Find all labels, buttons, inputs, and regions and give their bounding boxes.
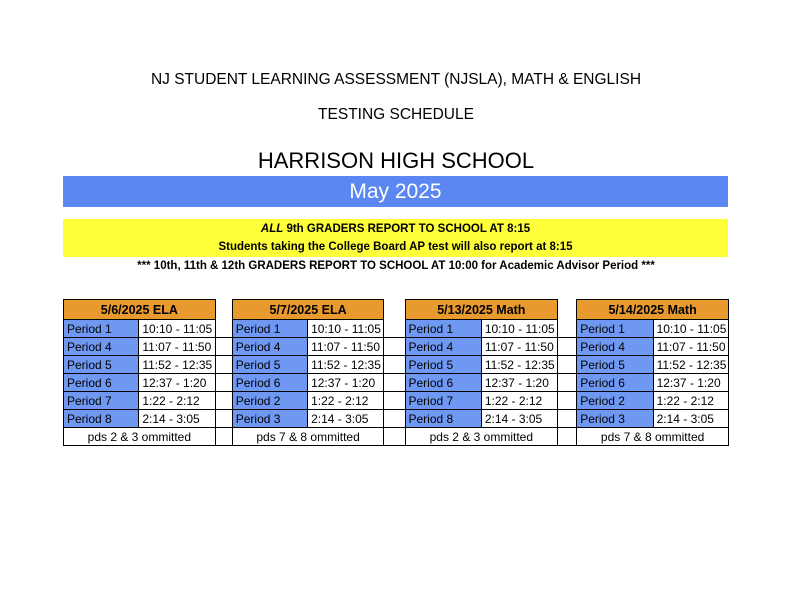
table-row bbox=[64, 338, 729, 356]
column-spacer bbox=[215, 320, 232, 338]
column-spacer bbox=[558, 338, 577, 356]
ap-test-notice: Students taking the College Board AP test will also report at 8:15 bbox=[218, 241, 573, 253]
schedule-date-header: 5/6/2025 ELA bbox=[64, 300, 216, 320]
time-cell: 11:52 - 12:35 bbox=[139, 356, 215, 374]
period-cell: Period 3 bbox=[577, 410, 653, 428]
omitted-periods-note: pds 7 & 8 ommitted bbox=[232, 428, 384, 446]
ninth-grade-notice-text: 9th GRADERS REPORT TO SCHOOL AT 8:15 bbox=[283, 223, 531, 235]
column-spacer bbox=[384, 356, 405, 374]
omitted-note-row bbox=[64, 428, 729, 446]
period-cell: Period 3 bbox=[232, 410, 307, 428]
time-cell: 10:10 - 11:05 bbox=[653, 320, 728, 338]
omitted-periods-note: pds 7 & 8 ommitted bbox=[577, 428, 729, 446]
period-cell: Period 4 bbox=[232, 338, 307, 356]
schedule-date-header: 5/14/2025 Math bbox=[577, 300, 729, 320]
time-cell: 12:37 - 1:20 bbox=[139, 374, 215, 392]
column-spacer bbox=[215, 410, 232, 428]
column-spacer bbox=[558, 356, 577, 374]
time-cell: 2:14 - 3:05 bbox=[653, 410, 728, 428]
column-spacer bbox=[384, 428, 405, 446]
omitted-periods-note: pds 2 & 3 ommitted bbox=[64, 428, 216, 446]
table-row bbox=[64, 320, 729, 338]
period-cell: Period 2 bbox=[232, 392, 307, 410]
time-cell: 11:52 - 12:35 bbox=[308, 356, 384, 374]
period-cell: Period 4 bbox=[577, 338, 653, 356]
column-spacer bbox=[384, 392, 405, 410]
time-cell: 10:10 - 11:05 bbox=[481, 320, 557, 338]
time-cell: 11:52 - 12:35 bbox=[481, 356, 557, 374]
period-cell: Period 5 bbox=[577, 356, 653, 374]
period-cell: Period 7 bbox=[405, 392, 481, 410]
period-cell: Period 6 bbox=[577, 374, 653, 392]
column-spacer bbox=[215, 356, 232, 374]
period-cell: Period 1 bbox=[232, 320, 307, 338]
time-cell: 2:14 - 3:05 bbox=[481, 410, 557, 428]
school-name: HARRISON HIGH SCHOOL bbox=[257, 148, 535, 173]
advisor-period-notice: *** 10th, 11th & 12th GRADERS REPORT TO SCHOOL AT 10:00 for Academic Advisor Period *** bbox=[137, 260, 655, 272]
period-cell: Period 1 bbox=[405, 320, 481, 338]
title-line-2: TESTING SCHEDULE bbox=[318, 106, 474, 123]
period-cell: Period 4 bbox=[64, 338, 139, 356]
column-spacer bbox=[558, 300, 577, 320]
table-row bbox=[64, 356, 729, 374]
table-row bbox=[64, 392, 729, 410]
time-cell: 10:10 - 11:05 bbox=[139, 320, 215, 338]
period-cell: Period 7 bbox=[64, 392, 139, 410]
time-cell: 2:14 - 3:05 bbox=[308, 410, 384, 428]
report-notice bbox=[63, 219, 728, 257]
period-cell: Period 6 bbox=[232, 374, 307, 392]
testing-schedule-table bbox=[63, 299, 729, 446]
period-cell: Period 6 bbox=[405, 374, 481, 392]
column-spacer bbox=[558, 320, 577, 338]
time-cell: 11:07 - 11:50 bbox=[481, 338, 557, 356]
schedule-header-row bbox=[64, 300, 729, 320]
time-cell: 1:22 - 2:12 bbox=[139, 392, 215, 410]
time-cell: 1:22 - 2:12 bbox=[481, 392, 557, 410]
period-cell: Period 5 bbox=[405, 356, 481, 374]
column-spacer bbox=[384, 338, 405, 356]
column-spacer bbox=[215, 338, 232, 356]
month-banner: May 2025 bbox=[63, 176, 728, 207]
time-cell: 2:14 - 3:05 bbox=[139, 410, 215, 428]
column-spacer bbox=[558, 428, 577, 446]
column-spacer bbox=[215, 374, 232, 392]
period-cell: Period 5 bbox=[64, 356, 139, 374]
column-spacer bbox=[215, 428, 232, 446]
time-cell: 11:07 - 11:50 bbox=[139, 338, 215, 356]
time-cell: 10:10 - 11:05 bbox=[308, 320, 384, 338]
emphasis-all: ALL bbox=[260, 223, 284, 235]
period-cell: Period 5 bbox=[232, 356, 307, 374]
time-cell: 11:07 - 11:50 bbox=[308, 338, 384, 356]
column-spacer bbox=[215, 300, 232, 320]
column-spacer bbox=[215, 392, 232, 410]
period-cell: Period 2 bbox=[577, 392, 653, 410]
time-cell: 1:22 - 2:12 bbox=[653, 392, 728, 410]
time-cell: 12:37 - 1:20 bbox=[308, 374, 384, 392]
time-cell: 11:52 - 12:35 bbox=[653, 356, 728, 374]
period-cell: Period 1 bbox=[577, 320, 653, 338]
column-spacer bbox=[384, 410, 405, 428]
time-cell: 12:37 - 1:20 bbox=[653, 374, 728, 392]
period-cell: Period 1 bbox=[64, 320, 139, 338]
schedule-date-header: 5/13/2025 Math bbox=[405, 300, 558, 320]
period-cell: Period 8 bbox=[405, 410, 481, 428]
schedule-date-header: 5/7/2025 ELA bbox=[232, 300, 384, 320]
column-spacer bbox=[558, 410, 577, 428]
column-spacer bbox=[384, 374, 405, 392]
title-line-1: NJ STUDENT LEARNING ASSESSMENT (NJSLA), MATH & ENGLISH bbox=[150, 71, 642, 88]
period-cell: Period 6 bbox=[64, 374, 139, 392]
time-cell: 1:22 - 2:12 bbox=[308, 392, 384, 410]
column-spacer bbox=[558, 374, 577, 392]
period-cell: Period 8 bbox=[64, 410, 139, 428]
time-cell: 11:07 - 11:50 bbox=[653, 338, 728, 356]
time-cell: 12:37 - 1:20 bbox=[481, 374, 557, 392]
omitted-periods-note: pds 2 & 3 ommitted bbox=[405, 428, 558, 446]
period-cell: Period 4 bbox=[405, 338, 481, 356]
ninth-grade-notice bbox=[63, 223, 728, 235]
column-spacer bbox=[558, 392, 577, 410]
table-row bbox=[64, 410, 729, 428]
column-spacer bbox=[384, 300, 405, 320]
table-row bbox=[64, 374, 729, 392]
column-spacer bbox=[384, 320, 405, 338]
